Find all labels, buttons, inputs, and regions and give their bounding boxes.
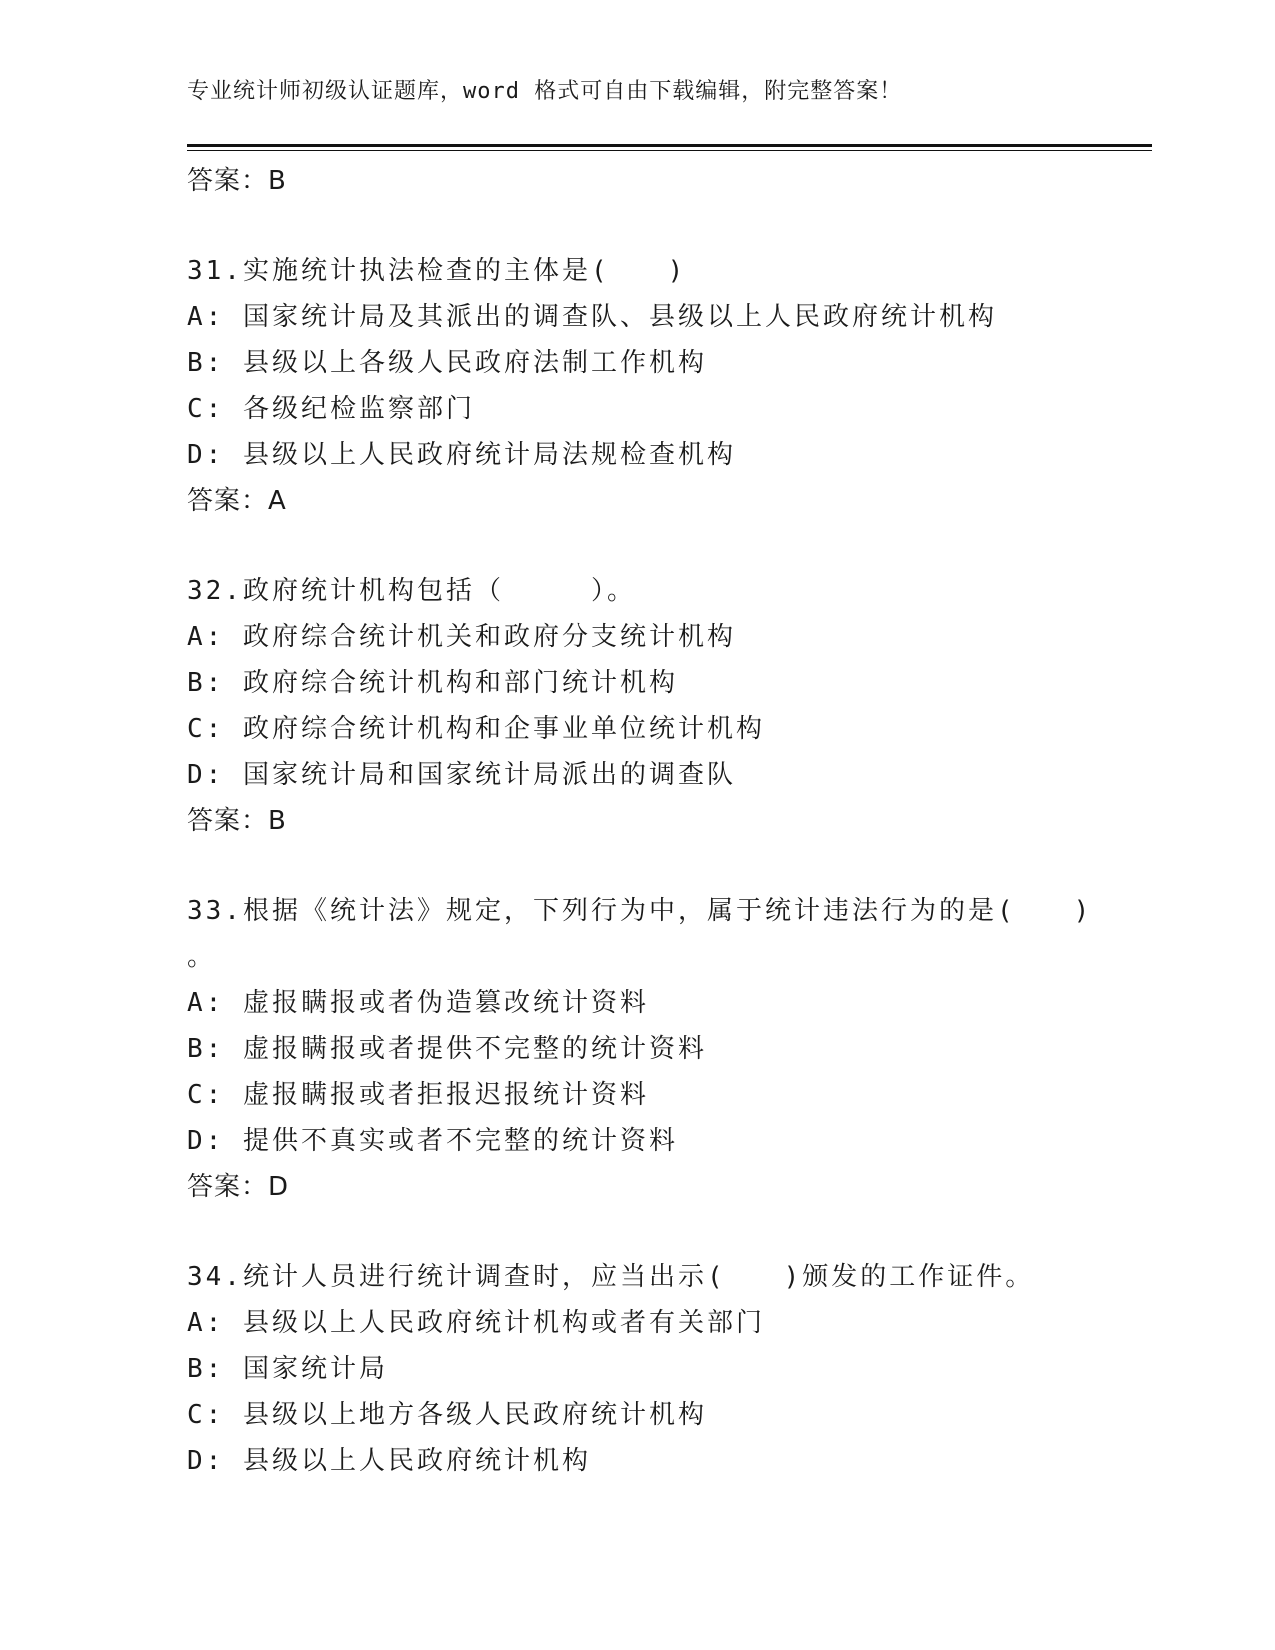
question-stem: 32.政府统计机构包括（ ）。 — [187, 576, 636, 606]
option-b: B: 县级以上各级人民政府法制工作机构 — [187, 348, 707, 378]
question-list — [187, 158, 1137, 1484]
question-stem: 31.实施统计执法检查的主体是( ) — [187, 256, 687, 286]
option-a: A: 县级以上人民政府统计机构或者有关部门 — [187, 1308, 765, 1338]
answer: 答案：D — [187, 1172, 290, 1202]
page-header: 专业统计师初级认证题库，word 格式可自由下载编辑，附完整答案！ — [187, 79, 903, 104]
header-divider-thick — [187, 144, 1152, 147]
answer: 答案：A — [187, 486, 287, 516]
option-c: C: 县级以上地方各级人民政府统计机构 — [187, 1400, 707, 1430]
question-stem: 33.根据《统计法》规定，下列行为中，属于统计违法行为的是( ) — [187, 896, 1093, 926]
option-d: D: 县级以上人民政府统计局法规检查机构 — [187, 440, 736, 470]
question-32 — [187, 568, 1137, 844]
question-stem: 34.统计人员进行统计调查时，应当出示( )颁发的工作证件。 — [187, 1262, 1035, 1292]
answer: 答案：B — [187, 806, 287, 836]
option-d: D: 提供不真实或者不完整的统计资料 — [187, 1126, 678, 1156]
option-c: C: 虚报瞒报或者拒报迟报统计资料 — [187, 1080, 649, 1110]
previous-answer: 答案：B — [187, 166, 287, 196]
option-a: A: 政府综合统计机关和政府分支统计机构 — [187, 622, 736, 652]
header-divider-thin — [187, 150, 1152, 151]
option-a: A: 国家统计局及其派出的调查队、县级以上人民政府统计机构 — [187, 302, 997, 332]
question-33 — [187, 888, 1137, 1210]
question-31 — [187, 248, 1137, 524]
option-c: C: 政府综合统计机构和企事业单位统计机构 — [187, 714, 765, 744]
question-34 — [187, 1254, 1137, 1484]
option-a: A: 虚报瞒报或者伪造篡改统计资料 — [187, 988, 649, 1018]
option-b: B: 虚报瞒报或者提供不完整的统计资料 — [187, 1034, 707, 1064]
option-d: D: 国家统计局和国家统计局派出的调查队 — [187, 760, 736, 790]
question-stem-continued: 。 — [187, 942, 214, 972]
option-b: B: 政府综合统计机构和部门统计机构 — [187, 668, 678, 698]
option-b: B: 国家统计局 — [187, 1354, 388, 1384]
option-d: D: 县级以上人民政府统计机构 — [187, 1446, 591, 1476]
option-c: C: 各级纪检监察部门 — [187, 394, 475, 424]
